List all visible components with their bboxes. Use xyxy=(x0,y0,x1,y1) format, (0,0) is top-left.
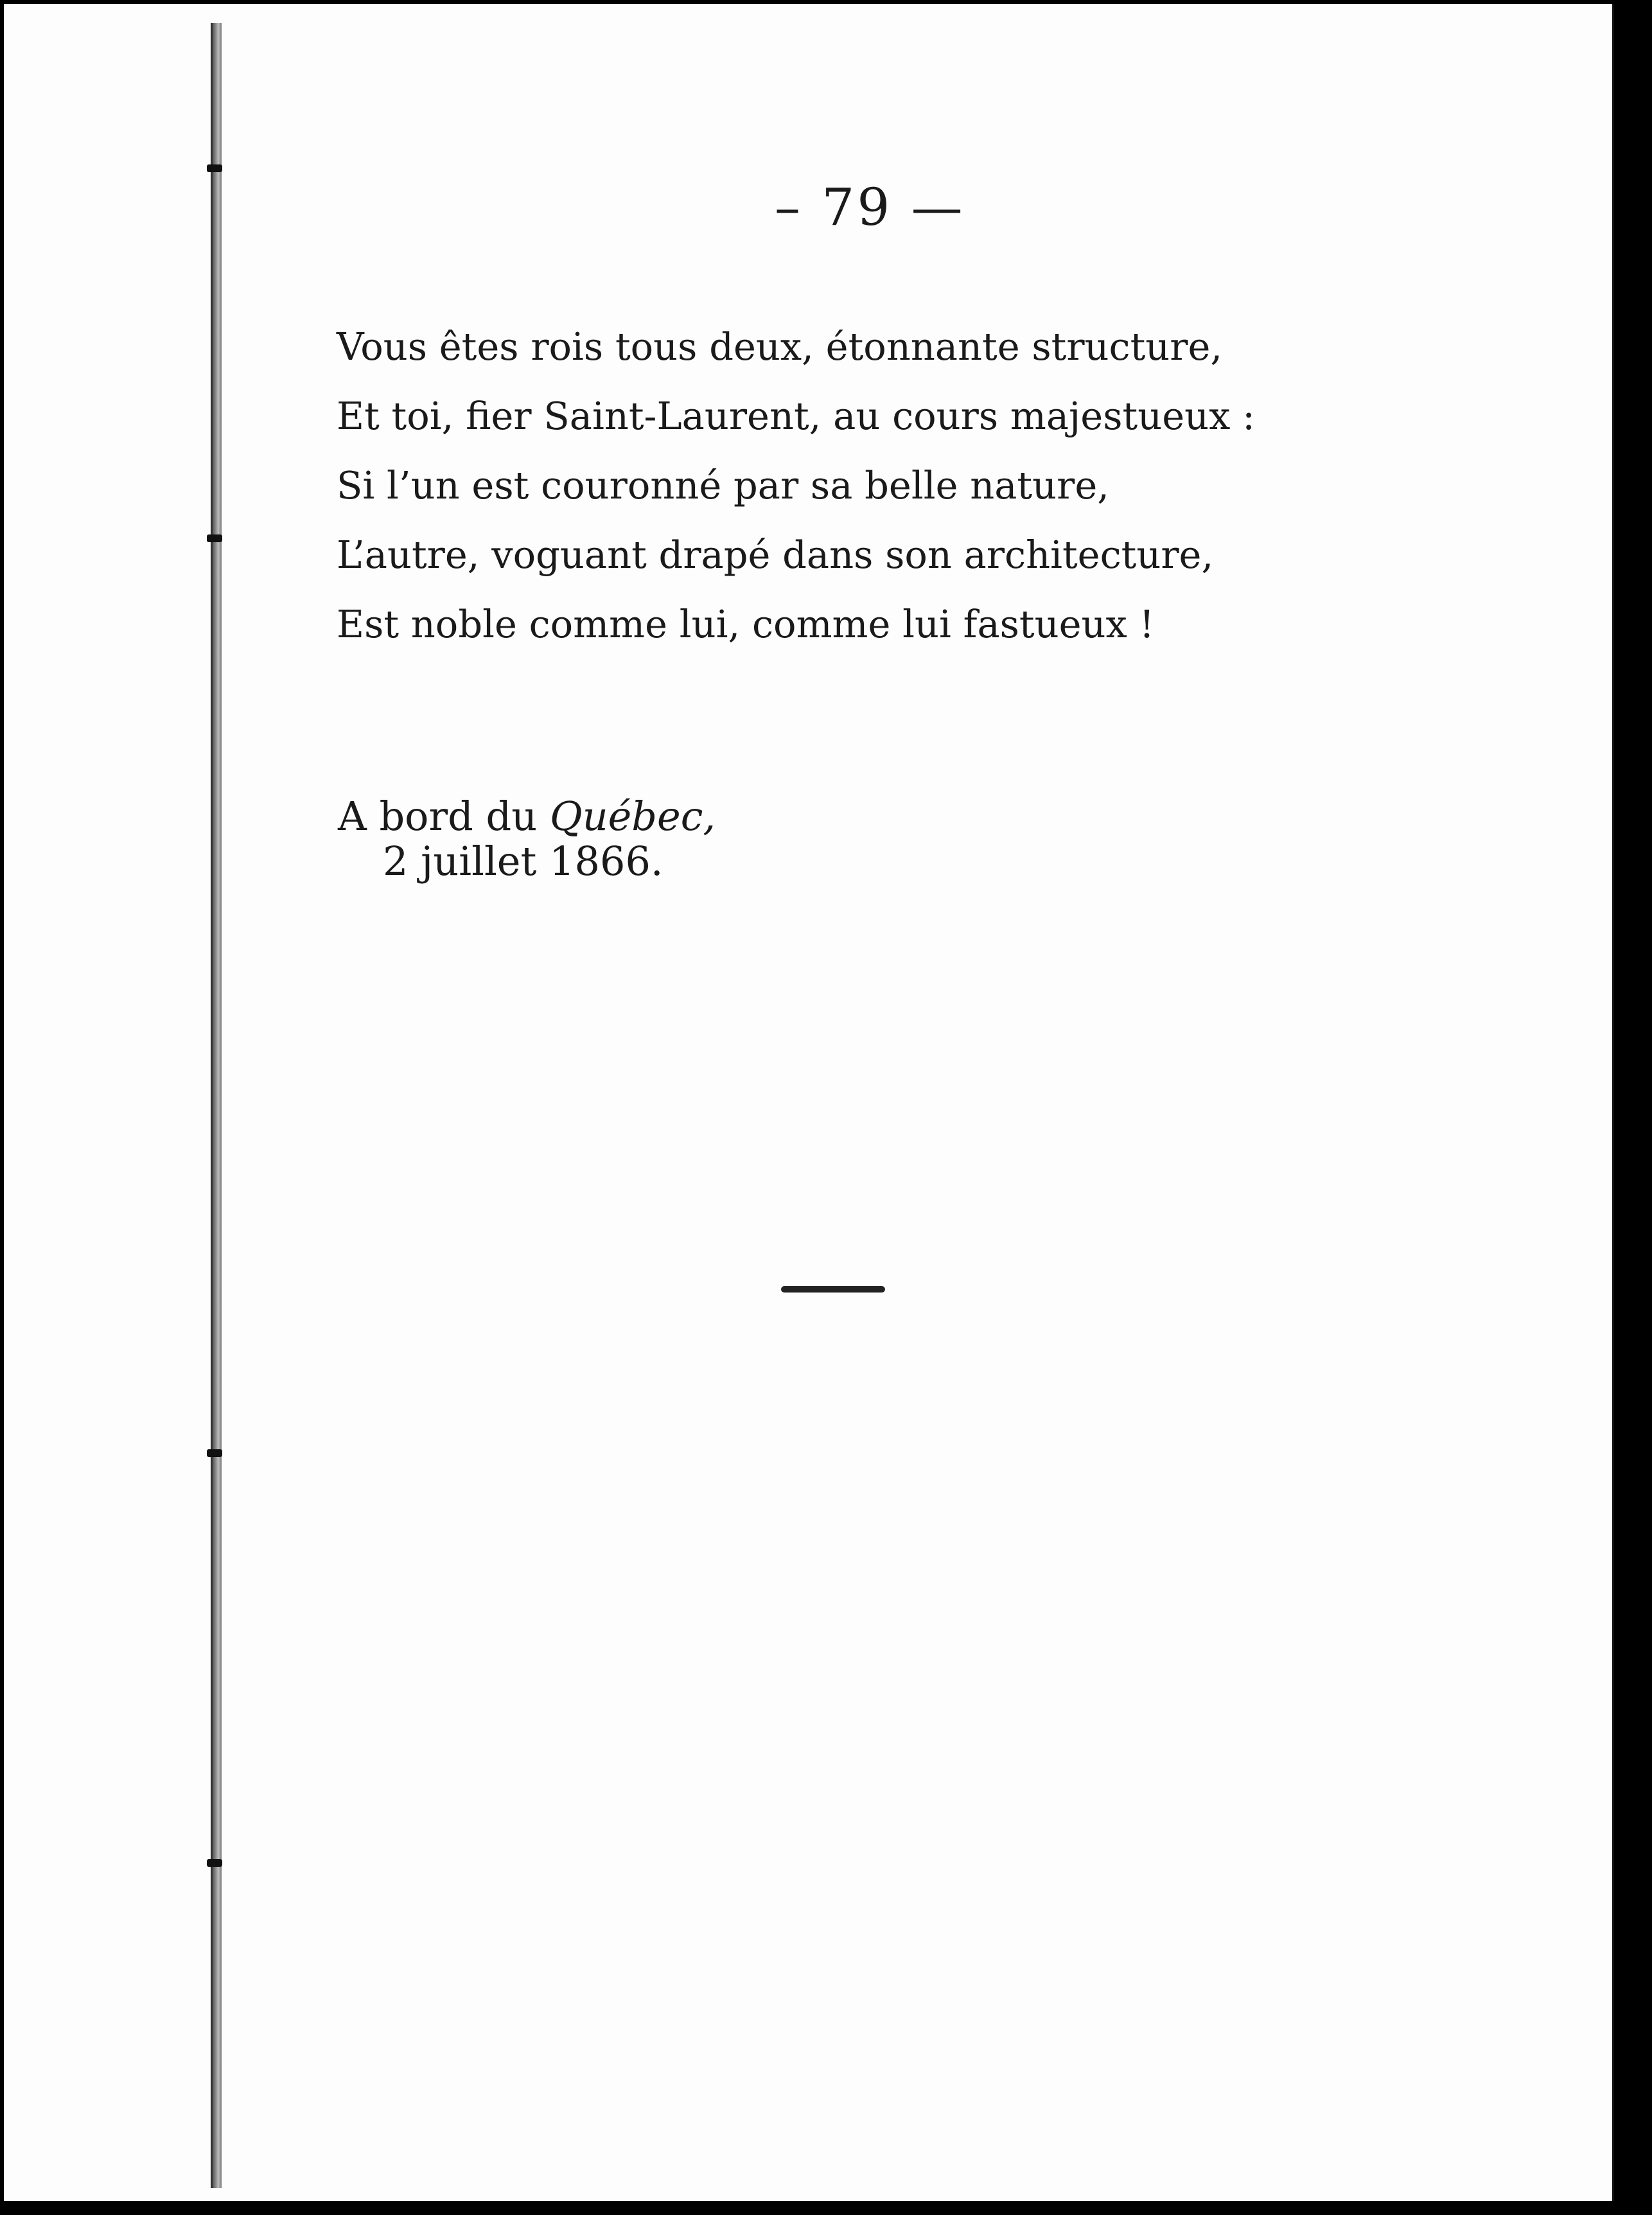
binding-stitch xyxy=(207,534,222,542)
ship-name: Québec, xyxy=(549,793,716,840)
poem-line: Si l’un est couronné par sa belle nature, xyxy=(337,463,1109,507)
page-number: – 79 — xyxy=(775,177,965,237)
signature-place xyxy=(338,794,916,839)
binding-stitch xyxy=(207,1449,222,1457)
binding-stitch xyxy=(207,1859,222,1867)
signature-prefix: A bord du xyxy=(338,793,550,840)
poem-line: Vous êtes rois tous deux, étonnante structure, xyxy=(337,324,1223,369)
binding-stitch xyxy=(207,164,222,172)
poem-line: Est noble comme lui, comme lui fastueux ! xyxy=(337,602,1155,646)
poem-line: Et toi, fier Saint-Laurent, au cours majestueux : xyxy=(337,394,1256,438)
signature-date: 2 juillet 1866. xyxy=(383,838,663,885)
book-page xyxy=(4,4,1614,2201)
poem-line: L’autre, voguant drapé dans son architecture, xyxy=(337,533,1214,577)
poem-stanza xyxy=(337,312,1364,659)
end-ornament-rule xyxy=(781,1286,885,1293)
signature-block xyxy=(338,794,916,884)
